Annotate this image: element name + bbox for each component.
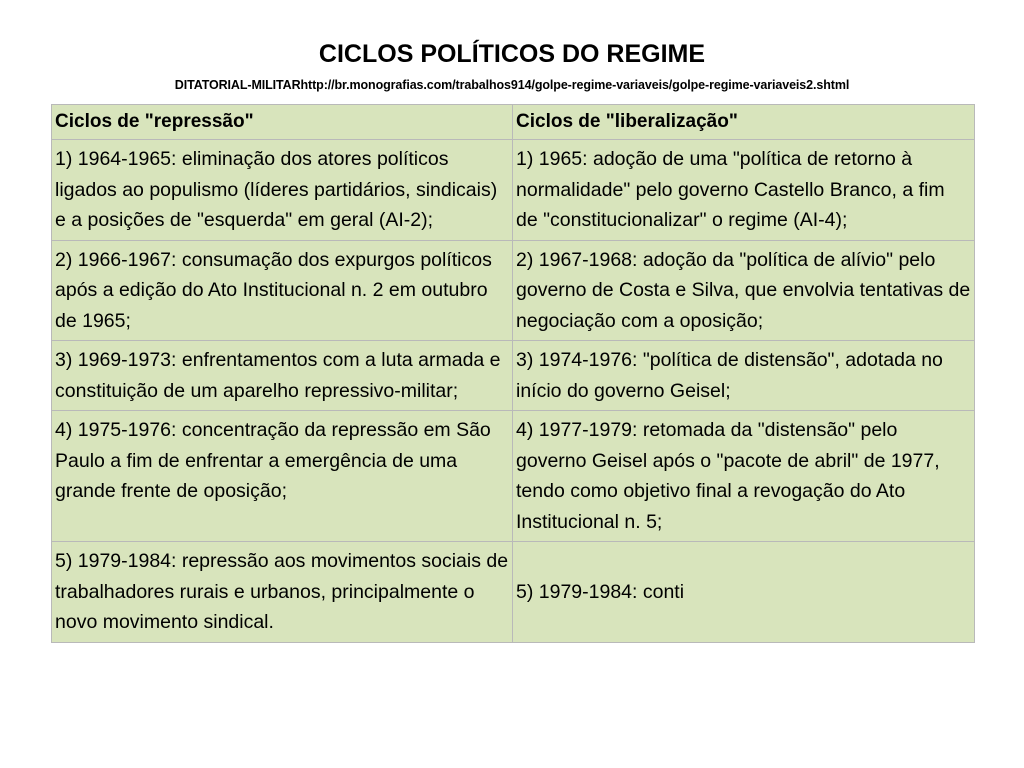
repression-cell: 5) 1979-1984: repressão aos movimentos sociais de trabalhadores rurais e urbanos, principalmente o novo movimento sindical. [52,542,513,643]
repression-cell: 2) 1966-1967: consumação dos expurgos políticos após a edição do Ato Institucional n. 2 em outubro de 1965; [52,240,513,341]
table-row [52,411,975,542]
liberalization-cell: 2) 1967-1968: adoção da "política de alívio" pelo governo de Costa e Silva, que envolvia tentativas de negociação com a oposição; [513,240,975,341]
table-row [52,542,975,643]
header-liberalization: Ciclos de "liberalização" [513,105,975,140]
cycles-table [51,104,975,643]
repression-cell: 1) 1964-1965: eliminação dos atores políticos ligados ao populismo (líderes partidários, sindicais) e a posições de "esquerda" em geral (AI-2); [52,140,513,241]
table-row [52,341,975,411]
liberalization-cell: 3) 1974-1976: "política de distensão", adotada no início do governo Geisel; [513,341,975,411]
slide-subtitle: DITATORIAL-MILITARhttp://br.monografias.com/trabalhos914/golpe-regime-variaveis/golpe-regime-variaveis2.shtml [174,78,850,92]
table-row [52,140,975,241]
repression-cell: 4) 1975-1976: concentração da repressão em São Paulo a fim de enfrentar a emergência de uma grande frente de oposição; [52,411,513,542]
liberalization-cell: 4) 1977-1979: retomada da "distensão" pelo governo Geisel após o "pacote de abril" de 1977, tendo como objetivo final a revogação do Ato Institucional n. 5; [513,411,975,542]
header-repression: Ciclos de "repressão" [52,105,513,140]
liberalization-cell: 1) 1965: adoção de uma "política de retorno à normalidade" pelo governo Castello Branco, a fim de "constitucionalizar" o regime (AI-4); [513,140,975,241]
slide-title: CICLOS POLÍTICOS DO REGIME [318,40,706,68]
table-row [52,240,975,341]
repression-cell: 3) 1969-1973: enfrentamentos com a luta armada e constituição de um aparelho repressivo-militar; [52,341,513,411]
table-header-row [52,105,975,140]
liberalization-cell: 5) 1979-1984: conti [513,542,975,643]
